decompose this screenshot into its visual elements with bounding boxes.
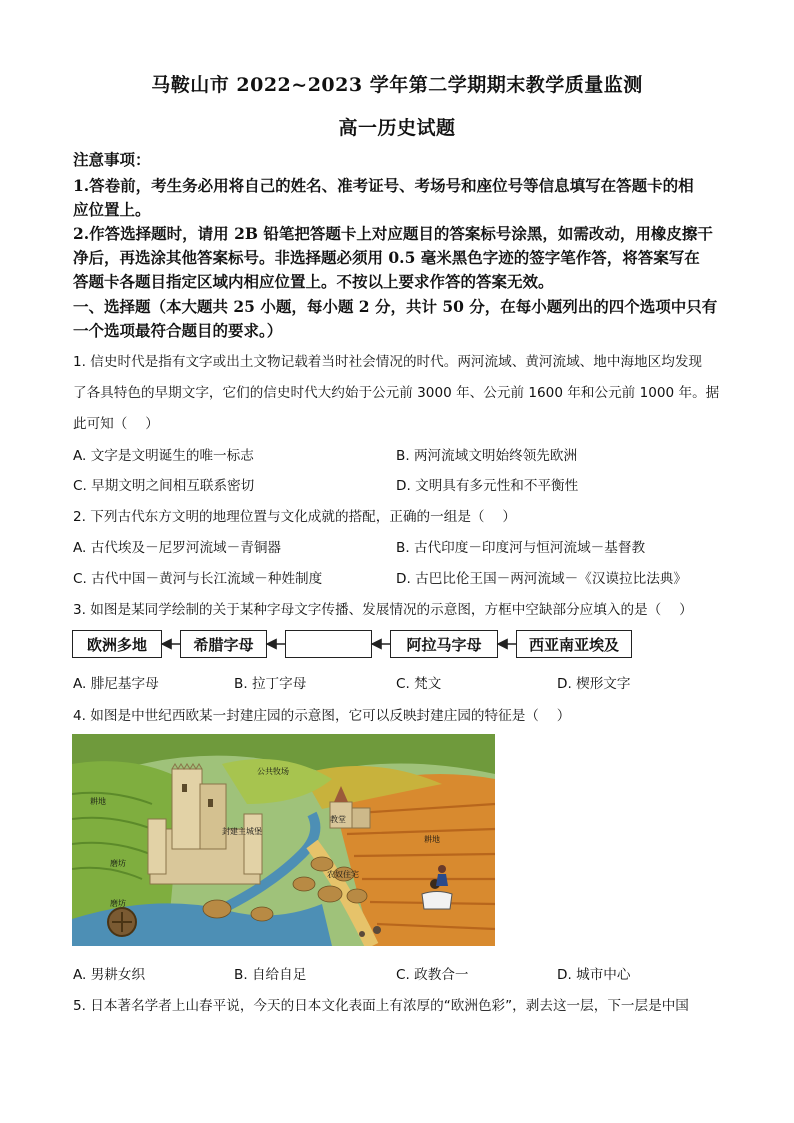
q2-option-a: A. 古代埃及－尼罗河流域－青铜器 <box>73 540 282 556</box>
q5-stem-line-1: 5. 日本著名学者上山春平说，今天的日本文化表面上有浓厚的“欧洲色彩”，剥去这一层，下一层是中国 <box>73 998 689 1014</box>
q1-option-b: B. 两河流域文明始终领先欧洲 <box>396 448 578 464</box>
manor-illustration <box>72 734 495 946</box>
q2-stem: 2. 下列古代东方文明的地理位置与文化成就的搭配，正确的一组是（ ） <box>73 509 517 525</box>
q2-option-d: D. 古巴比伦王国－两河流域－《汉谟拉比法典》 <box>396 571 687 587</box>
q1-stem-line-2: 了各具特色的早期文字，它们的信史时代大约始于公元前 3000 年、公元前 1600 年和公元前 1000 年。据 <box>73 385 720 401</box>
q4-option-a: A. 男耕女织 <box>73 967 146 983</box>
label-pasture: 公共牧场 <box>257 767 289 776</box>
label-field-right: 耕地 <box>424 835 440 844</box>
flow-box-blank <box>285 630 372 658</box>
label-field-left: 耕地 <box>90 797 106 806</box>
q1-option-d: D. 文明具有多元性和不平衡性 <box>396 478 579 494</box>
notice-item-2-line-3: 答题卡各题目指定区域内相应位置上。不按以上要求作答的答案无效。 <box>73 272 554 291</box>
q3-option-b: B. 拉丁字母 <box>234 676 307 692</box>
notice-heading: 注意事项： <box>73 150 151 169</box>
q4-option-b: B. 自给自足 <box>234 967 307 983</box>
label-castle: 封建主城堡 <box>222 827 262 836</box>
q4-option-c: C. 政教合一 <box>396 967 469 983</box>
q4-option-d: D. 城市中心 <box>557 967 631 983</box>
q1-stem-line-3: 此可知（ ） <box>73 416 159 432</box>
flow-box-west-asia: 西亚南亚埃及 <box>516 630 632 658</box>
label-mill: 磨坊 <box>110 899 126 908</box>
section-heading-line-2: 一个选项最符合题目的要求。） <box>73 321 283 340</box>
notice-item-2-line-2: 净后，再选涂其他答案标号。非选择题必须用 0.5 毫米黑色字迹的签字笔作答，将答案写在 <box>73 248 700 267</box>
section-heading-line-1: 一、选择题（本大题共 25 小题，每小题 2 分，共计 50 分，在每小题列出的四个选项中只有 <box>73 297 718 316</box>
q1-option-c: C. 早期文明之间相互联系密切 <box>73 478 255 494</box>
q3-option-c: C. 梵文 <box>396 676 442 692</box>
notice-item-2-line-1: 2.作答选择题时，请用 2B 铅笔把答题卡上对应题目的答案标号涂黑，如需改动，用橡皮擦干 <box>73 224 713 243</box>
label-stream: 磨坊 <box>110 859 126 868</box>
exam-subtitle: 高一历史试题 <box>338 117 456 139</box>
label-church: 教堂 <box>330 815 346 824</box>
q2-option-c: C. 古代中国－黄河与长江流域－种姓制度 <box>73 571 323 587</box>
q1-option-a: A. 文字是文明诞生的唯一标志 <box>73 448 254 464</box>
notice-item-1-line-1: 1.答卷前，考生务必用将自己的姓名、准考证号、考场号和座位号等信息填写在答题卡的相 <box>73 176 694 195</box>
q3-option-a: A. 腓尼基字母 <box>73 676 159 692</box>
exam-title: 马鞍山市 2022~2023 学年第二学期期末教学质量监测 <box>151 74 643 96</box>
q1-stem-line-1: 1. 信史时代是指有文字或出土文物记载着当时社会情况的时代。两河流域、黄河流域、地中海地区均发现 <box>73 354 703 370</box>
q3-stem: 3. 如图是某同学绘制的关于某种字母文字传播、发展情况的示意图，方框中空缺部分应填入的是（ ） <box>73 602 693 618</box>
q4-stem: 4. 如图是中世纪西欧某一封建庄园的示意图，它可以反映封建庄园的特征是（ ） <box>73 708 571 724</box>
q3-option-d: D. 楔形文字 <box>557 676 631 692</box>
flow-box-aramaic: 阿拉马字母 <box>390 630 498 658</box>
flow-box-europe: 欧洲多地 <box>72 630 162 658</box>
label-houses: 农奴住宅 <box>327 870 359 879</box>
q2-option-b: B. 古代印度－印度河与恒河流域－基督教 <box>396 540 646 556</box>
q3-alphabet-flow-diagram <box>72 626 632 662</box>
flow-box-greek: 希腊字母 <box>180 630 267 658</box>
notice-item-1-line-2: 应位置上。 <box>73 200 151 219</box>
